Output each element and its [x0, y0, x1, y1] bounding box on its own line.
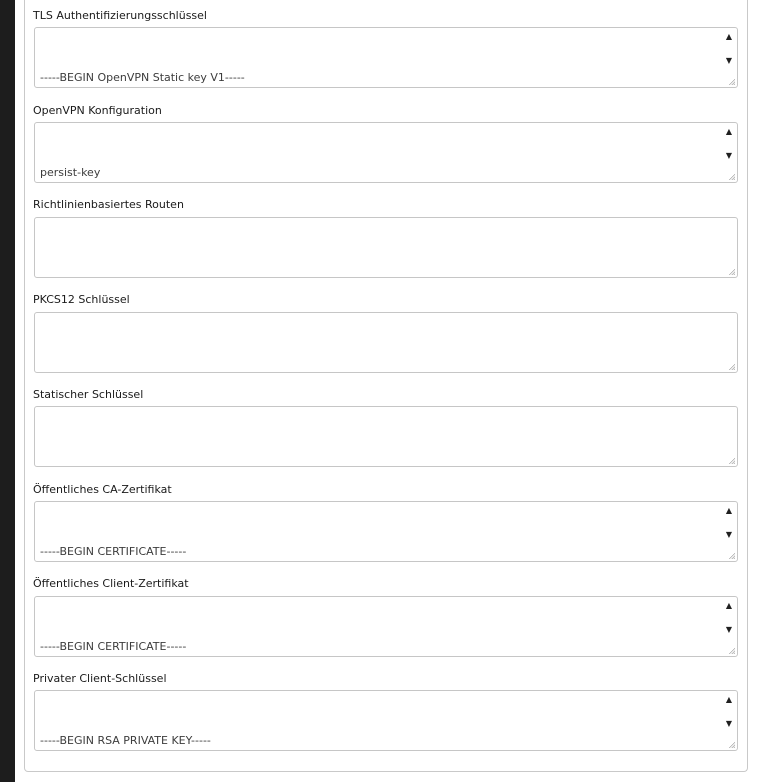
static-key-textarea[interactable] — [34, 406, 738, 467]
openvpn-config-textarea[interactable] — [34, 122, 738, 183]
field-label-openvpn-config: OpenVPN Konfiguration — [33, 104, 162, 117]
resize-grip-icon[interactable] — [728, 741, 735, 748]
field-label-client-private-key: Privater Client-Schlüssel — [33, 672, 167, 685]
resize-grip-icon[interactable] — [728, 552, 735, 559]
scroll-up-icon[interactable]: ▲ — [725, 601, 733, 610]
field-label-static-key: Statischer Schlüssel — [33, 388, 144, 401]
field-label-client-certificate: Öffentliches Client-Zertifikat — [33, 577, 189, 590]
scroll-up-icon[interactable]: ▲ — [725, 32, 733, 41]
scroll-down-icon[interactable]: ▼ — [725, 719, 733, 728]
text-line: -----BEGIN CERTIFICATE----- — [40, 545, 187, 558]
scroll-down-icon[interactable]: ▼ — [725, 56, 733, 65]
scroll-up-icon[interactable]: ▲ — [725, 695, 733, 704]
resize-grip-icon[interactable] — [728, 457, 735, 464]
text-line: persist-key — [40, 166, 101, 179]
text-line: -----BEGIN OpenVPN Static key V1----- — [40, 71, 245, 84]
textarea-content — [40, 604, 509, 657]
scroll-down-icon[interactable]: ▼ — [725, 625, 733, 634]
field-label-policy-routing: Richtlinienbasiertes Routen — [33, 198, 184, 211]
policy-routing-textarea[interactable] — [34, 217, 738, 278]
tls-auth-key-textarea[interactable] — [34, 27, 738, 88]
textarea-content — [40, 698, 460, 751]
field-label-pkcs12-key: PKCS12 Schlüssel — [33, 293, 130, 306]
textarea-content — [40, 509, 522, 562]
resize-grip-icon[interactable] — [728, 173, 735, 180]
resize-grip-icon[interactable] — [728, 78, 735, 85]
textarea-content — [40, 130, 122, 183]
scroll-up-icon[interactable]: ▲ — [725, 127, 733, 136]
text-line: -----BEGIN CERTIFICATE----- — [40, 640, 187, 653]
field-label-tls-auth-key: TLS Authentifizierungsschlüssel — [33, 9, 207, 22]
scroll-down-icon[interactable]: ▼ — [725, 530, 733, 539]
resize-grip-icon[interactable] — [728, 647, 735, 654]
client-private-key-textarea[interactable] — [34, 690, 738, 751]
scroll-down-icon[interactable]: ▼ — [725, 151, 733, 160]
scroll-up-icon[interactable]: ▲ — [725, 506, 733, 515]
resize-grip-icon[interactable] — [728, 268, 735, 275]
left-dark-bar — [0, 0, 15, 782]
text-line: -----BEGIN RSA PRIVATE KEY----- — [40, 734, 211, 747]
client-certificate-textarea[interactable] — [34, 596, 738, 657]
pkcs12-key-textarea[interactable] — [34, 312, 738, 373]
resize-grip-icon[interactable] — [728, 363, 735, 370]
ca-certificate-textarea[interactable] — [34, 501, 738, 562]
textarea-content — [40, 35, 261, 88]
field-label-ca-certificate: Öffentliches CA-Zertifikat — [33, 483, 172, 496]
